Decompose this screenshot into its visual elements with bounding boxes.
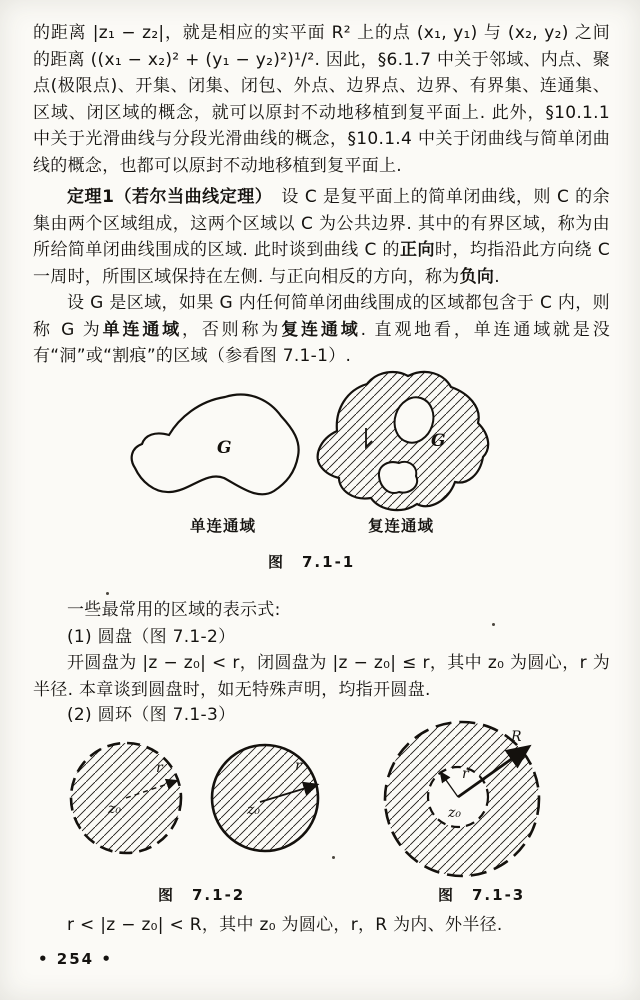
scan-speck [106,592,109,595]
open-disk-center-label: z₀ [108,801,121,817]
paragraph-jordan-theorem [33,184,610,290]
simply-connected-label: 单连通域 [190,517,257,535]
scan-speck [492,623,495,626]
closed-disk-radius-label: r [295,758,302,774]
multiply-connected-label: 复连通域 [368,517,435,535]
term-simply-connected: 单连通域 [102,319,182,340]
connected-body-text-2: ，否则称为 [182,319,282,340]
simply-connected-G-label: G [217,438,232,458]
figure-7-1-1-caption: 图 7.1-1 [268,553,356,571]
multiply-connected-G-label: G [431,431,446,451]
paragraph-annulus-item: (2) 圆环（图 7.1-3） [67,705,236,725]
term-positive-direction: 正向 [400,240,435,260]
figure-7-1-3-caption: 图 7.1-3 [438,886,526,904]
paragraph-annulus-formula: r < |z − z₀| < R，其中 z₀ 为圆心，r，R 为内、外半径. [67,915,503,935]
figure-7-1-1-drawing [95,360,515,520]
closed-disk [212,745,318,851]
paragraph-disk-item: (1) 圆盘（图 7.1-2） [67,627,236,647]
annulus-center-label: z₀ [448,805,461,821]
annulus-outer-radius-label: R [511,729,522,745]
closed-disk-center-label: z₀ [247,802,260,818]
figure-7-1-2-caption: 图 7.1-2 [158,886,246,904]
paragraph-distance-intro: 的距离 |z₁ − z₂|，就是相应的实平面 R² 上的点 (x₁, y₁) 与 (x₂, y₂) 之间的距离 ((x₁ − x₂)² + (y₁ − y₂)²)¹/². 因此，§6.1.7 中关于邻域、内点、聚点(极限点)、开集、闭集、闭包、外点、边界点、边界、有界集、连通集、区域、闭区域的概念，就可以原封不动地移植到复平面上. 此外，§10.1.1 中关于光滑曲线与分段光滑曲线的概念，§10.1.4 中关于闭曲线与简单闭曲线的概念，也都可以原封不动地移植到复平面上. [33,23,611,176]
simply-connected-region-shape [132,395,299,495]
connected-body-text-3: . 直观地看，单连通域就是没有“洞”或“割痕”的区域（参看图 7.1-1）. [33,319,611,366]
annulus-inner-radius-label: r [462,766,469,782]
paragraph-connected-domains [33,290,610,370]
theorem-body-text-2: 时，均指沿此方向绕 C 一周时，所围区域保持在左侧. 与正向相反的方向，称为 [33,240,611,287]
figure-7-1-2-3-drawing [50,710,590,882]
paragraph-open-closed-disk: 开圆盘为 |z − z₀| < r，闭圆盘为 |z − z₀| ≤ r，其中 z₀ 为圆心，r 为半径. 本章谈到圆盘时，如无特殊声明，均指开圆盘. [33,653,610,700]
theorem-body-text: 设 C 是复平面上的简单闭曲线，则 C 的余集由两个区域组成，这两个区域以 C 为公共边界. 其中的有界区域，称为由所给简单闭曲线围成的区域. 此时谈到曲线 C 的 [33,187,610,260]
page-number: • 254 • [38,950,113,968]
lower-hole [379,462,417,493]
paragraph-common-regions: 一些最常用的区域的表示式: [67,600,281,620]
term-negative-direction: 负向 [459,266,495,287]
scan-speck [332,856,335,859]
connected-body-text: 设 G 是区域，如果 G 内任何简单闭曲线围成的区域都包含于 C 内，则称 G 为 [33,293,610,340]
term-multiply-connected: 复连通域 [281,319,361,340]
open-disk-radius-label: r [156,760,163,776]
theorem-body-period: . [494,266,500,287]
theorem-1-heading: 定理1（若尔当曲线定理） [67,187,264,207]
